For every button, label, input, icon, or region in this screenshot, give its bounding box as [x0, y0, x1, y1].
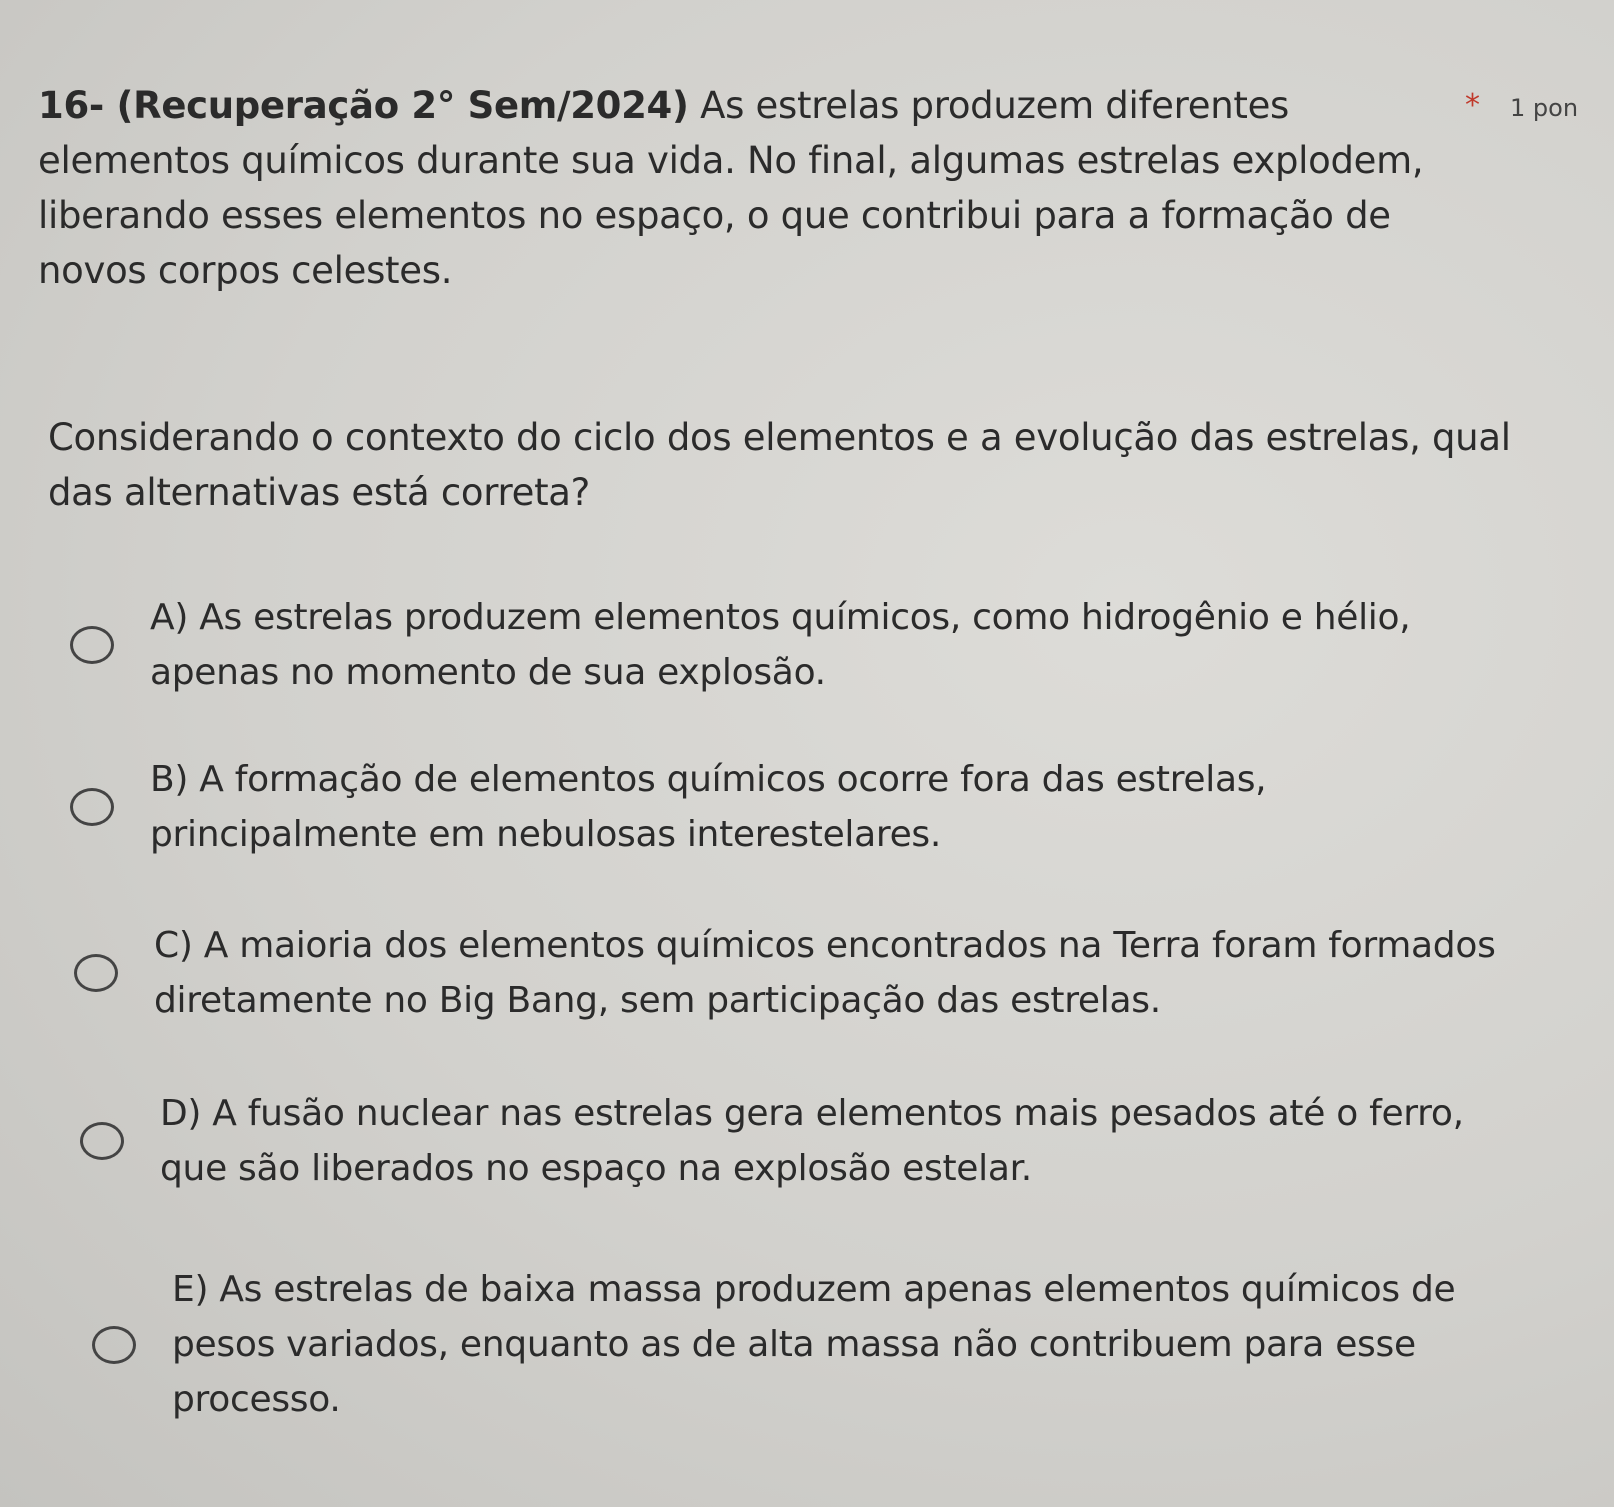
- option-b[interactable]: [70, 752, 1550, 862]
- radio-button-a[interactable]: [70, 626, 114, 664]
- radio-button-c[interactable]: [74, 954, 118, 992]
- option-a[interactable]: [70, 590, 1550, 700]
- radio-button-d[interactable]: [80, 1122, 124, 1160]
- option-d[interactable]: [80, 1086, 1560, 1196]
- question-body: As estrelas produzem diferentes elementos químicos durante sua vida. No final, algumas estrelas explodem, liberando esses elementos no espaço, o que contribui para a formação de novos corpos celestes.: [38, 84, 1424, 292]
- question-block: [38, 78, 1458, 298]
- question-text: [38, 78, 1458, 298]
- option-c[interactable]: [74, 918, 1554, 1028]
- points-label: 1 pon: [1510, 94, 1579, 122]
- question-prompt: Considerando o contexto do ciclo dos elementos e a evolução das estrelas, qual das alternativas está correta?: [48, 416, 1511, 514]
- radio-button-b[interactable]: [70, 788, 114, 826]
- radio-button-e[interactable]: [92, 1326, 136, 1364]
- option-c-label: C) A maioria dos elementos químicos encontrados na Terra foram formados diretamente no Big Bang, sem participação das estrelas.: [154, 925, 1496, 1021]
- option-a-label: A) As estrelas produzem elementos químicos, como hidrogênio e hélio, apenas no momento de sua explosão.: [150, 597, 1411, 693]
- question-title: 16- (Recuperação 2° Sem/2024): [38, 84, 689, 127]
- option-e[interactable]: [92, 1262, 1572, 1427]
- option-e-label: E) As estrelas de baixa massa produzem apenas elementos químicos de pesos variados, enquanto as de alta massa não contribuem para esse processo.: [172, 1269, 1456, 1420]
- option-d-label: D) A fusão nuclear nas estrelas gera elementos mais pesados até o ferro, que são liberados no espaço na explosão estelar.: [160, 1093, 1464, 1189]
- required-indicator: *: [1465, 88, 1480, 123]
- option-b-label: B) A formação de elementos químicos ocorre fora das estrelas, principalmente em nebulosas interestelares.: [150, 759, 1267, 855]
